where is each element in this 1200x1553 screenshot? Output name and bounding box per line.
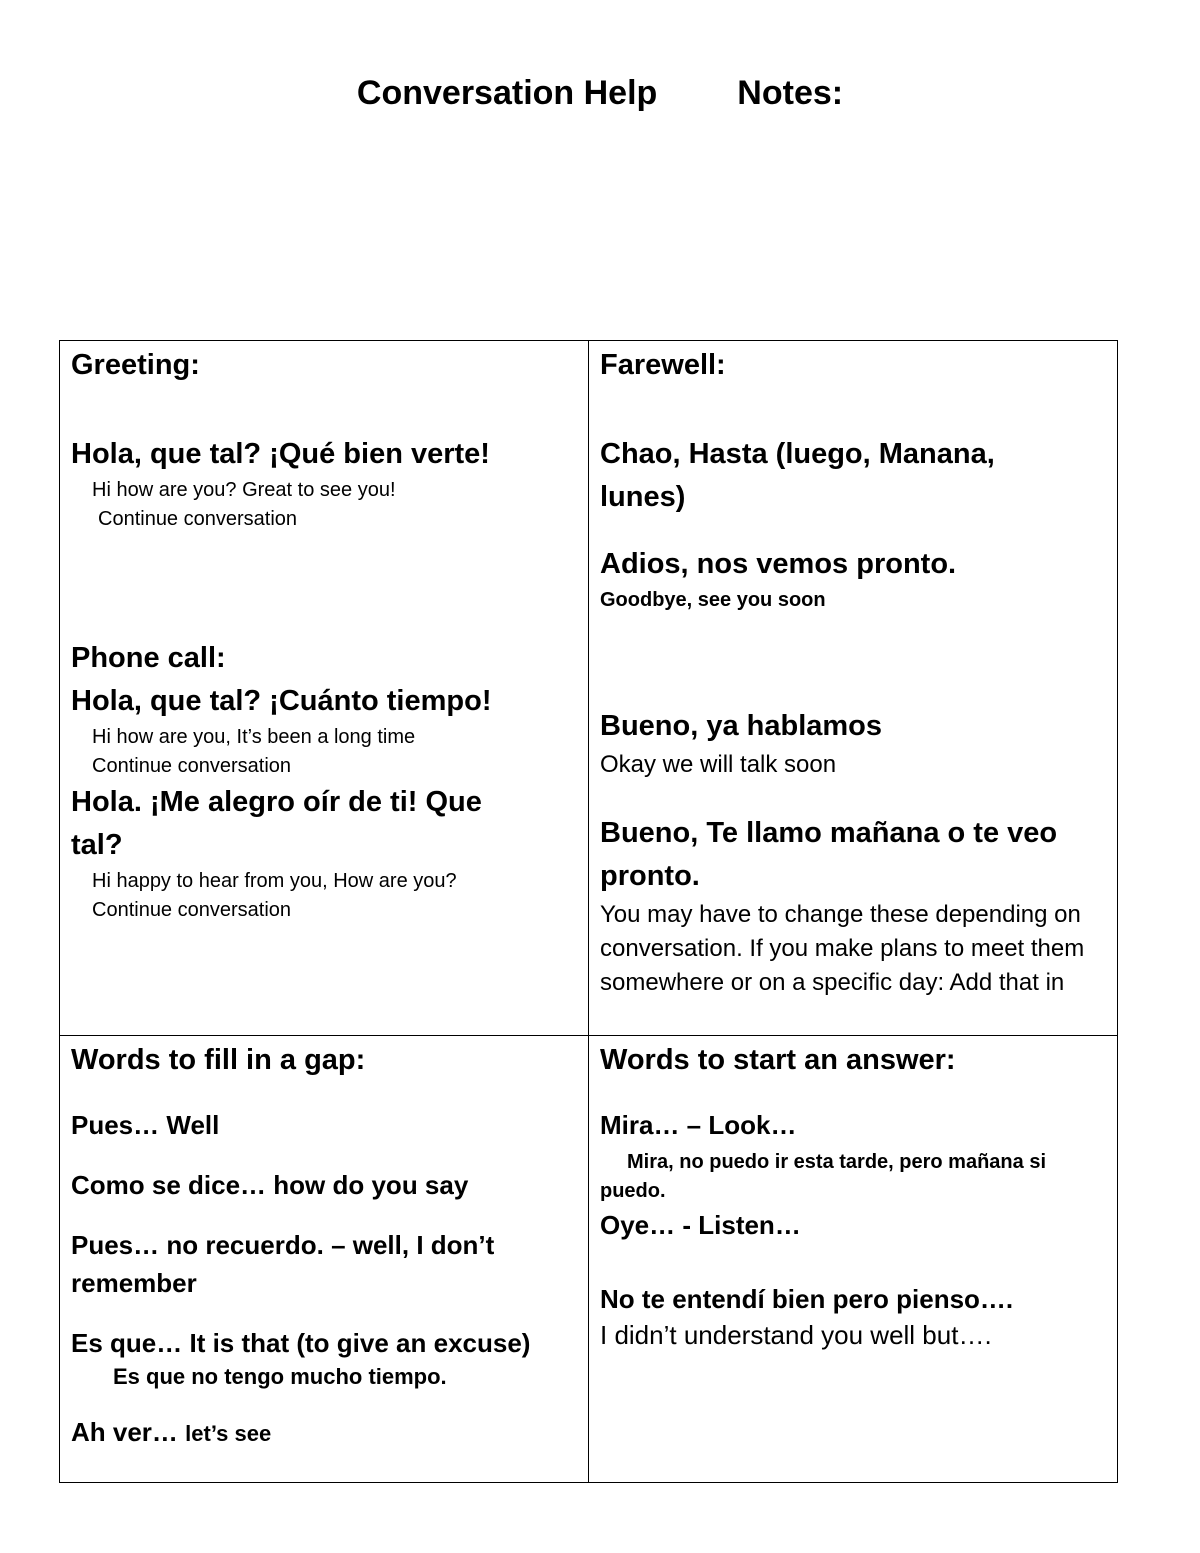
- answer-item-3: No te entendí bien pero pienso….: [600, 1284, 1014, 1314]
- farewell-translation-2: Goodbye, see you soon: [600, 589, 826, 611]
- gap-heading: Words to fill in a gap:: [71, 1044, 366, 1076]
- gap-item-5-phrase: Ah ver…: [71, 1417, 178, 1447]
- gap-item-5-trans: let’s see: [185, 1421, 272, 1446]
- answer-heading: Words to start an answer:: [600, 1044, 956, 1076]
- phone-phrase-2: Hola. ¡Me alegro oír de ti! Que tal?: [71, 786, 482, 861]
- phone-heading: Phone call:: [71, 642, 226, 674]
- phone-translation-1: Hi how are you, It’s been a long time: [92, 726, 416, 748]
- notes-label: Notes:: [737, 74, 844, 112]
- answer-item-1: Mira… – Look…: [600, 1110, 797, 1140]
- title-text: Conversation Help: [356, 74, 658, 112]
- gap-words-cell: [60, 1036, 589, 1483]
- phone-phrase-1: Hola, que tal? ¡Cuánto tiempo!: [71, 685, 492, 717]
- farewell-phrase-1: Chao, Hasta (luego, Manana, lunes): [600, 438, 995, 513]
- greeting-translation: Hi how are you? Great to see you!: [92, 479, 396, 501]
- gap-item-5: [71, 1413, 578, 1453]
- greeting-cell: [60, 341, 589, 1036]
- answer-item-3-trans: I didn’t understand you well but….: [600, 1320, 992, 1350]
- gap-item-4-example: Es que no tengo mucho tiempo.: [113, 1364, 447, 1389]
- answer-item-1-example: Mira, no puedo ir esta tarde, pero mañana si puedo.: [600, 1151, 1046, 1202]
- farewell-note-4: You may have to change these depending on conversation. If you make plans to meet them somewhere or on a specific day: Add that in: [600, 901, 1085, 996]
- greeting-heading: Greeting:: [71, 349, 200, 381]
- farewell-phrase-4: Bueno, Te llamo mañana o te veo pronto.: [600, 817, 1058, 892]
- greeting-phrase: Hola, que tal? ¡Qué bien verte!: [71, 438, 490, 470]
- farewell-phrase-3: Bueno, ya hablamos: [600, 710, 883, 742]
- answer-words-cell: [589, 1036, 1118, 1483]
- page-title: [0, 74, 1200, 113]
- gap-item-1: Pues… Well: [71, 1110, 220, 1140]
- greeting-continue: Continue conversation: [98, 508, 298, 530]
- phone-translation-2: Hi happy to hear from you, How are you?: [92, 870, 457, 892]
- phrase-grid: [59, 340, 1118, 1483]
- farewell-translation-3: Okay we will talk soon: [600, 751, 837, 778]
- phone-continue-1: Continue conversation: [92, 755, 292, 777]
- farewell-cell: [589, 341, 1118, 1036]
- gap-item-4: Es que… It is that (to give an excuse): [71, 1328, 531, 1358]
- farewell-phrase-2: Adios, nos vemos pronto.: [600, 548, 957, 580]
- answer-item-2: Oye… - Listen…: [600, 1210, 801, 1240]
- gap-item-3: Pues… no recuerdo. – well, I don’t remember: [71, 1230, 495, 1298]
- phone-continue-2: Continue conversation: [92, 899, 292, 921]
- gap-item-2: Como se dice… how do you say: [71, 1170, 469, 1200]
- farewell-heading: Farewell:: [600, 349, 726, 381]
